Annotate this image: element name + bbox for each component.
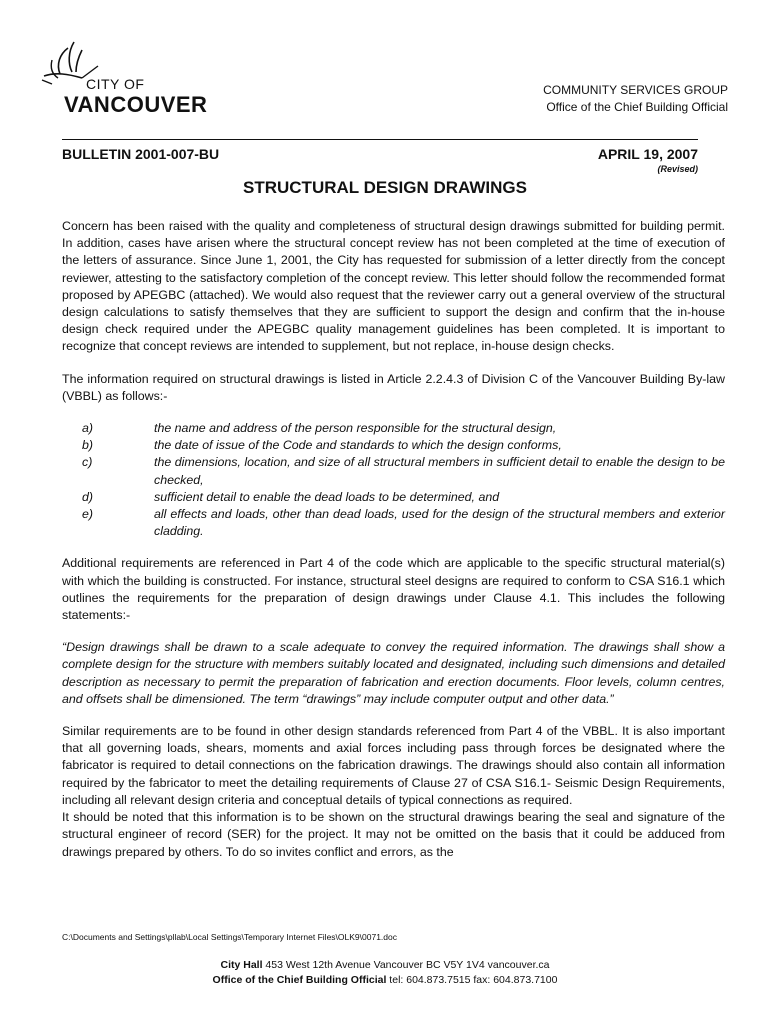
list-item: d) sufficient detail to enable the dead loads to be determined, and bbox=[82, 489, 500, 504]
department-header bbox=[543, 82, 728, 116]
paragraph-concern: Concern has been raised with the quality and completeness of structural design drawings submitted for building permit. In addition, cases have arisen where the structural concept review has not been completed at the time of execution of the letters of assurance. Since June 1, 2001, the City has requested for submission of a letter directly from the concept reviewer, attesting to the satisfactory completion of the concept review. This letter should follow the recommended format proposed by APEGBC (attached). We would also request that the reviewer carry out a general overview of the structural design calculations to satisfy themselves that they are sufficient to support the design and confirm that the in-house design check required under the APEGBC quality management guidelines has been completed. It is important to recognize that concept reviews are intended to supplement, but not replace, in-house design checks. bbox=[62, 219, 725, 354]
paragraph-ser-note: It should be noted that this information is to be shown on the structural drawings bearing the seal and signature of the structural engineer of record (SER) for the project. It may not be omitted on the basis that it could be adduced from drawings prepared by others. To do so invites conflict and errors, as the bbox=[62, 810, 725, 859]
paragraph-requirements-intro: The information required on structural drawings is listed in Article 2.2.4.3 of Division C of the Vancouver Building By-law (VBBL) as follows:- bbox=[62, 371, 725, 403]
header-divider bbox=[62, 139, 698, 140]
footer-address: City Hall 453 West 12th Avenue Vancouver BC V5Y 1V4 vancouver.ca bbox=[220, 959, 550, 971]
page-title: STRUCTURAL DESIGN DRAWINGS bbox=[243, 178, 527, 197]
list-item: e) all effects and loads, other than dead loads, used for the design of the structural members and exterior cladding. bbox=[82, 507, 725, 539]
paragraph-similar-requirements: Similar requirements are to be found in other design standards referenced from Part 4 of the VBBL. It is also important that all governing loads, shears, moments and axial forces including pass through forces be designated where the fabricator is required to detail connections on the fabrication drawings. The drawings should also contain all information required by the fabricator to meet the detailing requirements of Clause 27 of CSA S16.1- Seismic Design Requirements, including all relevant design criteria and conceptual details of typical connections as required. bbox=[62, 724, 725, 807]
requirements-list bbox=[62, 420, 725, 540]
file-path: C:\Documents and Settings\pllab\Local Settings\Temporary Internet Files\OLK9\0071.doc bbox=[62, 932, 397, 942]
logo-vancouver: VANCOUVER bbox=[64, 92, 208, 117]
city-of-vancouver-logo bbox=[38, 40, 228, 120]
group-name: COMMUNITY SERVICES GROUP bbox=[543, 83, 728, 97]
paragraph-additional-requirements: Additional requirements are referenced in Part 4 of the code which are applicable to the specific structural material(s) with which the building is constructed. For instance, structural steel designs are required to conform to CSA S16.1 which outlines the requirements for the preparation of design drawings under Clause 4.1. This includes the following statements:- bbox=[62, 556, 725, 623]
list-item: b) the date of issue of the Code and standards to which the design conforms, bbox=[82, 438, 562, 453]
list-item: c) the dimensions, location, and size of all structural members in sufficient detail to enable the design to be checked, bbox=[82, 455, 725, 487]
csa-quote: “Design drawings shall be drawn to a scale adequate to convey the required information. The drawings shall show a complete design for the structure with members suitably located and designated, including such dimensions and detailed description as necessary to permit the preparation of fabrication and erection documents. Floor levels, column centres, and offsets shall be dimensioned. The term “drawings” may include computer output and other data.” bbox=[62, 640, 725, 706]
office-name: Office of the Chief Building Official bbox=[546, 100, 728, 114]
page-footer bbox=[0, 958, 770, 988]
revised-note: (Revised) bbox=[657, 164, 698, 174]
bulletin-body bbox=[62, 218, 725, 861]
bulletin-number: BULLETIN 2001-007-BU bbox=[62, 146, 220, 162]
bulletin-date: APRIL 19, 2007 bbox=[597, 146, 698, 162]
list-item: a) the name and address of the person responsible for the structural design, bbox=[82, 421, 557, 436]
footer-contact: Office of the Chief Building Official tel: 604.873.7515 fax: 604.873.7100 bbox=[212, 974, 558, 986]
logo-city-of: CITY OF bbox=[86, 76, 145, 92]
